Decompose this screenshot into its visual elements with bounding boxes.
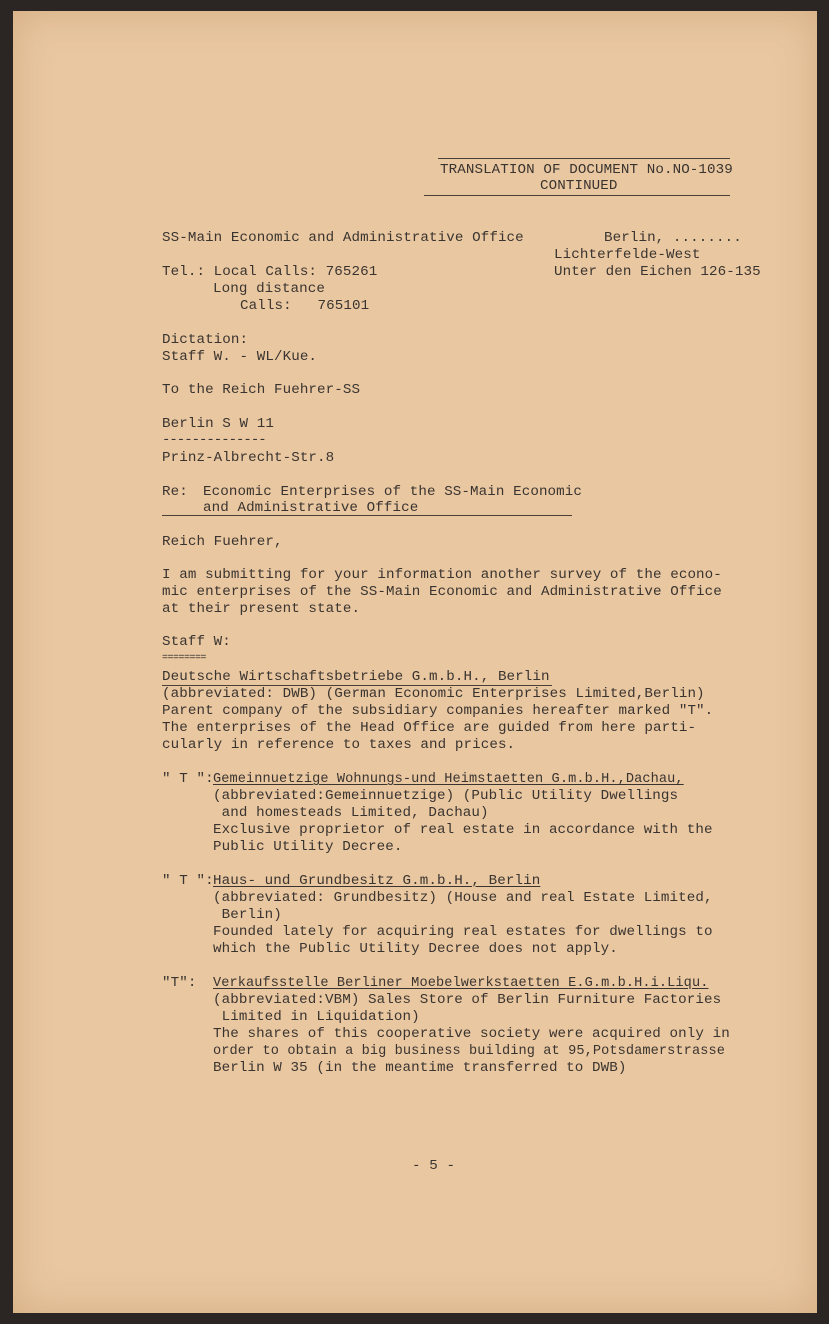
heading-rule-top — [438, 158, 730, 159]
entry-1-line-3: Exclusive proprietor of real estate in accordance with the — [213, 822, 713, 838]
entry-1-line-4: Public Utility Decree. — [213, 839, 403, 855]
entry-2-line-3: Founded lately for acquiring real estates for dwellings to — [213, 924, 713, 940]
heading-continued: CONTINUED — [540, 178, 618, 194]
entry-3-line-1: (abbreviated:VBM) Sales Store of Berlin Furniture Factories — [213, 992, 722, 1008]
page-number: - 5 - — [412, 1158, 456, 1174]
addressee-to: To the Reich Fuehrer-SS — [162, 382, 361, 398]
dictation-label: Dictation: — [162, 332, 249, 348]
dictation-ref: Staff W. - WL/Kue. — [162, 349, 318, 365]
sender-tel-long-label: Long distance — [213, 281, 325, 297]
re-rule — [162, 515, 572, 516]
staff-label: Staff W: — [162, 634, 231, 650]
entry-3-line-4: order to obtain a big business building at 95,Potsdamerstrasse — [213, 1044, 725, 1059]
intro-line-1: I am submitting for your information another survey of the econo- — [162, 567, 722, 583]
place-city: Berlin, ........ — [604, 230, 742, 246]
entry-2-name: Haus- und Grundbesitz G.m.b.H., Berlin — [213, 873, 541, 889]
sender-office: SS-Main Economic and Administrative Office — [162, 230, 524, 246]
addressee-underline: -------------- — [162, 432, 266, 448]
entry-1-name: Gemeinnuetzige Wohnungs-und Heimstaetten G.m.b.H.,Dachau, — [213, 772, 684, 787]
entry-2-line-4: which the Public Utility Decree does not apply. — [213, 941, 618, 957]
entry-3-line-2: Limited in Liquidation) — [213, 1009, 420, 1025]
entry-3-marker: "T": — [162, 975, 197, 991]
heading-title: TRANSLATION OF DOCUMENT No.NO-1039 — [440, 162, 733, 178]
intro-line-3: at their present state. — [162, 601, 361, 617]
re-label: Re: — [162, 484, 188, 500]
dwb-name: Deutsche Wirtschaftsbetriebe G.m.b.H., Berlin — [162, 669, 550, 685]
heading-rule-bottom — [424, 195, 730, 196]
sender-tel-long-number: Calls: 765101 — [240, 298, 370, 314]
entry-3-line-5: Berlin W 35 (in the meantime transferred to DWB) — [213, 1060, 627, 1076]
entry-2-marker: " T ": — [162, 873, 214, 889]
dwb-line-3: The enterprises of the Head Office are guided from here parti- — [162, 720, 697, 736]
addressee-city: Berlin S W 11 — [162, 416, 274, 432]
entry-1-marker: " T ": — [162, 771, 214, 787]
staff-underline: ======== — [162, 653, 207, 664]
salutation: Reich Fuehrer, — [162, 534, 283, 550]
re-line-2: and Administrative Office — [203, 500, 419, 516]
dwb-line-4: cularly in reference to taxes and prices. — [162, 737, 516, 753]
entry-1-line-2: and homesteads Limited, Dachau) — [213, 805, 489, 821]
dwb-line-1: (abbreviated: DWB) (German Economic Enterprises Limited,Berlin) — [162, 686, 705, 702]
addressee-street: Prinz-Albrecht-Str.8 — [162, 450, 335, 466]
entry-1-line-1: (abbreviated:Gemeinnuetzige) (Public Utility Dwellings — [213, 788, 679, 804]
sender-tel-local: Tel.: Local Calls: 765261 — [162, 264, 378, 280]
place-street: Unter den Eichen 126-135 — [554, 264, 761, 280]
entry-3-name: Verkaufsstelle Berliner Moebelwerkstaetten E.G.m.b.H.i.Liqu. — [213, 976, 709, 991]
entry-2-line-1: (abbreviated: Grundbesitz) (House and real Estate Limited, — [213, 890, 713, 906]
place-district: Lichterfelde-West — [554, 247, 701, 263]
dwb-line-2: Parent company of the subsidiary companies hereafter marked "T". — [162, 703, 714, 719]
entry-2-line-2: Berlin) — [213, 907, 282, 923]
re-line-1: Economic Enterprises of the SS-Main Economic — [203, 484, 583, 500]
intro-line-2: mic enterprises of the SS-Main Economic and Administrative Office — [162, 584, 722, 600]
entry-3-line-3: The shares of this cooperative society were acquired only in — [213, 1026, 730, 1042]
document-page — [13, 11, 817, 1313]
